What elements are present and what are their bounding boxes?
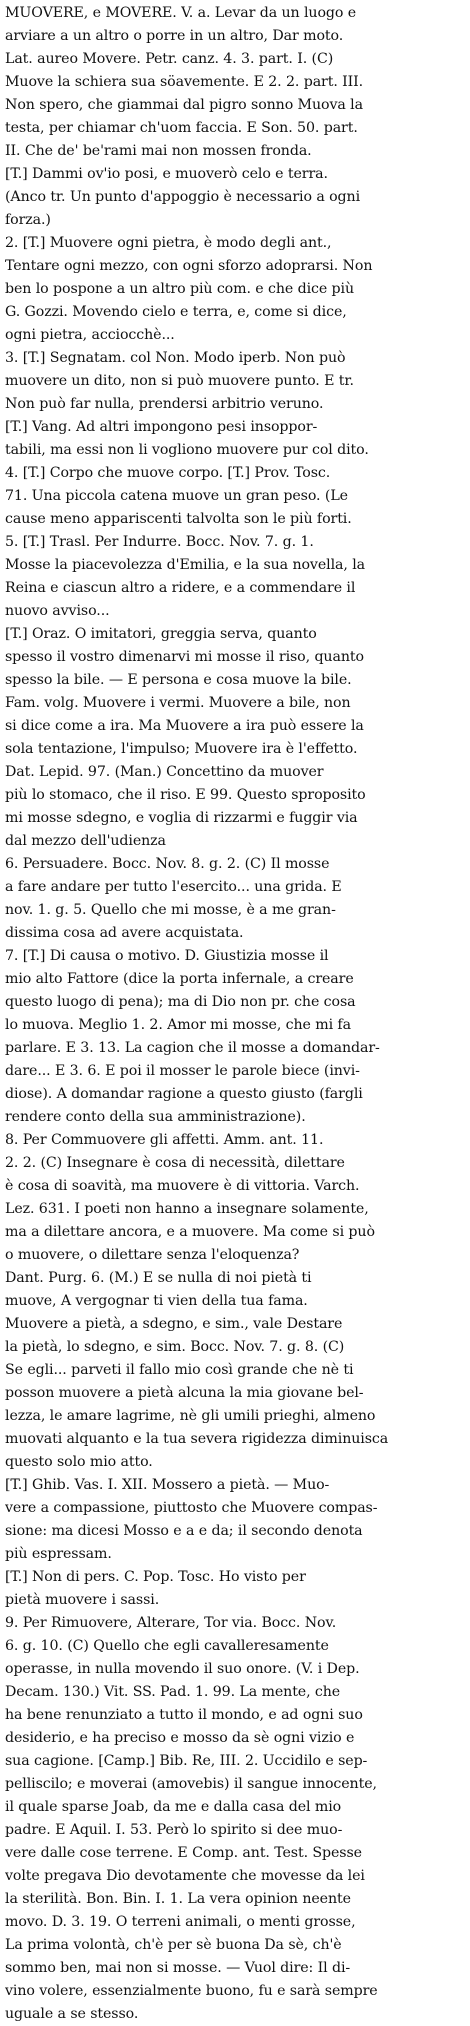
entry-line: [T.] Dammi ov'io posi, e muoverò celo e terra.: [5, 166, 328, 182]
entry-line: Lat. aureo Movere. Petr. canz. 4. 3. part. I. (C): [5, 51, 334, 67]
entry-line: Non può far nulla, prendersi arbitrio veruno.: [5, 396, 324, 412]
entry-line: Dant. Purg. 6. (M.) E se nulla di noi pietà ti: [5, 1270, 312, 1286]
entry-line: 5. [T.] Trasl. Per Indurre. Bocc. Nov. 7. g. 1.: [5, 534, 314, 550]
entry-line: spesso la bile. — E persona e cosa muove la bile.: [5, 672, 352, 688]
entry-line: posson muovere a pietà alcuna la mia giovane bel-: [5, 1385, 364, 1401]
entry-line: il quale sparse Joab, da me e dalla casa del mio: [5, 1799, 342, 1815]
entry-line: operasse, in nulla movendo il suo onore. (V. i Dep.: [5, 1661, 360, 1677]
entry-line: pietà muovere i sassi.: [5, 1592, 160, 1608]
entry-line: sommo ben, mai non si mosse. — Vuol dire: Il di-: [5, 1960, 351, 1976]
dictionary-entry-muovere: [5, 2, 467, 2026]
entry-line: 2. [T.] Muovere ogni pietra, è modo degli ant.,: [5, 235, 332, 251]
entry-line: [T.] Ghib. Vas. I. XII. Mossero a pietà. — Muo-: [5, 1477, 330, 1493]
entry-line: lo muova. Meglio 1. 2. Amor mi mosse, che mi fa: [5, 1017, 351, 1033]
entry-line: vere a compassione, piuttosto che Muovere compas-: [5, 1500, 378, 1516]
entry-line: cause meno appariscenti talvolta son le più forti.: [5, 511, 352, 527]
entry-line: ha bene renunziato a tutto il mondo, e ad ogni suo: [5, 1707, 363, 1723]
entry-line: 9. Per Rimuovere, Alterare, Tor via. Bocc. Nov.: [5, 1615, 337, 1631]
entry-line: Mosse la piacevolezza d'Emilia, e la sua novella, la: [5, 557, 365, 573]
entry-line: si dice come a ira. Ma Muovere a ira può essere la: [5, 718, 364, 734]
entry-line: mio alto Fattore (dice la porta infernale, a creare: [5, 971, 354, 987]
entry-line: 8. Per Commuovere gli affetti. Amm. ant. 11.: [5, 1132, 324, 1148]
entry-line: Tentare ogni mezzo, con ogni sforzo adoprarsi. Non: [5, 258, 373, 274]
entry-line: 7. [T.] Di causa o motivo. D. Giustizia mosse il: [5, 948, 329, 964]
entry-line: sola tentazione, l'impulso; Muovere ira è l'effetto.: [5, 741, 358, 757]
entry-line: più espressam.: [5, 1546, 112, 1562]
entry-line: rendere conto della sua amministrazione).: [5, 1109, 306, 1125]
entry-line: 3. [T.] Segnatam. col Non. Modo iperb. Non può: [5, 350, 346, 366]
entry-line: dal mezzo dell'udienza: [5, 833, 166, 849]
entry-line: ben lo pospone a un altro più com. e che dice più: [5, 281, 355, 297]
entry-line: Muovere a pietà, a sdegno, e sim., vale Destare: [5, 1316, 343, 1332]
entry-line: questo luogo di pena); ma di Dio non pr. che cosa: [5, 994, 356, 1010]
entry-line: sione: ma dicesi Mosso e a e da; il secondo denota: [5, 1523, 363, 1539]
entry-line: muovati alquanto e la tua severa rigidezza diminuisca: [5, 1431, 389, 1447]
entry-line: II. Che de' be'rami mai non mossen fronda.: [5, 143, 312, 159]
entry-line: è cosa di soavità, ma muovere è di vittoria. Varch.: [5, 1178, 360, 1194]
entry-line: padre. E Aquil. I. 53. Però lo spirito si dee muo-: [5, 1822, 343, 1838]
entry-line: [T.] Oraz. O imitatori, greggia serva, quanto: [5, 626, 317, 642]
entry-line: muovere un dito, non si può muovere punto. E tr.: [5, 373, 354, 389]
entry-line: a fare andare per tutto l'esercito... una grida. E: [5, 879, 342, 895]
entry-line: dissima cosa ad avere acquistata.: [5, 925, 244, 941]
entry-line: [T.] Vang. Ad altri impongono pesi insoppor-: [5, 419, 318, 435]
entry-line: spesso il vostro dimenarvi mi mosse il riso, quanto: [5, 649, 364, 665]
entry-line: diose). A domandar ragione a questo giusto (fargli: [5, 1086, 363, 1102]
entry-line: movo. D. 3. 19. O terreni animali, o menti grosse,: [5, 1914, 356, 1930]
entry-line: questo solo mio atto.: [5, 1454, 153, 1470]
entry-line: (Anco tr. Un punto d'appoggio è necessario a ogni: [5, 189, 361, 205]
entry-line: Non spero, che giammai dal pigro sonno Muova la: [5, 97, 363, 113]
entry-line: lezza, le amare lagrime, nè gli umili prieghi, almeno: [5, 1408, 376, 1424]
entry-line: Decam. 130.) Vit. SS. Pad. 1. 99. La mente, che: [5, 1684, 341, 1700]
entry-line: Lez. 631. I poeti non hanno a insegnare solamente,: [5, 1201, 369, 1217]
entry-line: nuovo avviso...: [5, 603, 110, 619]
entry-line: Fam. volg. Muovere i vermi. Muovere a bile, non: [5, 695, 351, 711]
entry-line: 4. [T.] Corpo che muove corpo. [T.] Prov. Tosc.: [5, 465, 331, 481]
entry-line: volte pregava Dio devotamente che movesse da lei: [5, 1868, 365, 1884]
entry-line: 6. Persuadere. Bocc. Nov. 8. g. 2. (C) Il mosse: [5, 856, 330, 872]
entry-line: uguale a se stesso.: [5, 2006, 139, 2022]
entry-line: desiderio, e ha preciso e mosso da sè ogni vizio e: [5, 1730, 355, 1746]
entry-line: dare... E 3. 6. E poi il mosser le parole biece (invi-: [5, 1063, 360, 1079]
entry-line: Dat. Lepid. 97. (Man.) Concettino da muover: [5, 764, 324, 780]
entry-line: pelliscilo; e moverai (amovebis) il sangue innocente,: [5, 1776, 377, 1792]
entry-line: tabili, ma essi non li vogliono muovere pur col dito.: [5, 442, 369, 458]
entry-line: sua cagione. [Camp.] Bib. Re, III. 2. Uccidilo e sep-: [5, 1753, 368, 1769]
entry-line: mi mosse sdegno, e voglia di rizzarmi e fuggir via: [5, 810, 358, 826]
entry-line: parlare. E 3. 13. La cagion che il mosse a domandar-: [5, 1040, 380, 1056]
entry-line: ogni pietra, acciocchè...: [5, 327, 175, 343]
entry-line: forza.): [5, 212, 51, 228]
entry-line: nov. 1. g. 5. Quello che mi mosse, è a me gran-: [5, 902, 336, 918]
entry-line: Reina e ciascun altro a ridere, e a commendare il: [5, 580, 356, 596]
entry-line: 2. 2. (C) Insegnare è cosa di necessità, dilettare: [5, 1155, 345, 1171]
entry-line: o muovere, o dilettare senza l'eloquenza?: [5, 1247, 300, 1263]
entry-line: la pietà, lo sdegno, e sim. Bocc. Nov. 7. g. 8. (C): [5, 1339, 345, 1355]
entry-line: vere dalle cose terrene. E Comp. ant. Test. Spesse: [5, 1845, 362, 1861]
entry-line: La prima volontà, ch'è per sè buona Da sè, ch'è: [5, 1937, 342, 1953]
entry-line: più lo stomaco, che il riso. E 99. Questo sproposito: [5, 787, 366, 803]
entry-line: testa, per chiamar ch'uom faccia. E Son. 50. part.: [5, 120, 358, 136]
entry-line: [T.] Non di pers. C. Pop. Tosc. Ho visto per: [5, 1569, 306, 1585]
entry-line: 71. Una piccola catena muove un gran peso. (Le: [5, 488, 348, 504]
entry-line: muove, A vergognar ti vien della tua fama.: [5, 1293, 308, 1309]
entry-line: 6. g. 10. (C) Quello che egli cavalleresamente: [5, 1638, 329, 1654]
entry-line: Muove la schiera sua söavemente. E 2. 2. part. III.: [5, 74, 364, 90]
entry-line: vino volere, essenzialmente buono, fu e sarà sempre: [5, 1983, 378, 1999]
entry-line: Se egli... parveti il fallo mio così grande che nè ti: [5, 1362, 354, 1378]
entry-line: ma a dilettare ancora, e a muovere. Ma come si può: [5, 1224, 375, 1240]
entry-line: la sterilità. Bon. Bin. I. 1. La vera opinion neente: [5, 1891, 351, 1907]
entry-line: arviare a un altro o porre in un altro, Dar moto.: [5, 28, 344, 44]
entry-line: G. Gozzi. Movendo cielo e terra, e, come si dice,: [5, 304, 347, 320]
entry-line: MUOVERE, e MOVERE. V. a. Levar da un luogo e: [5, 5, 357, 21]
